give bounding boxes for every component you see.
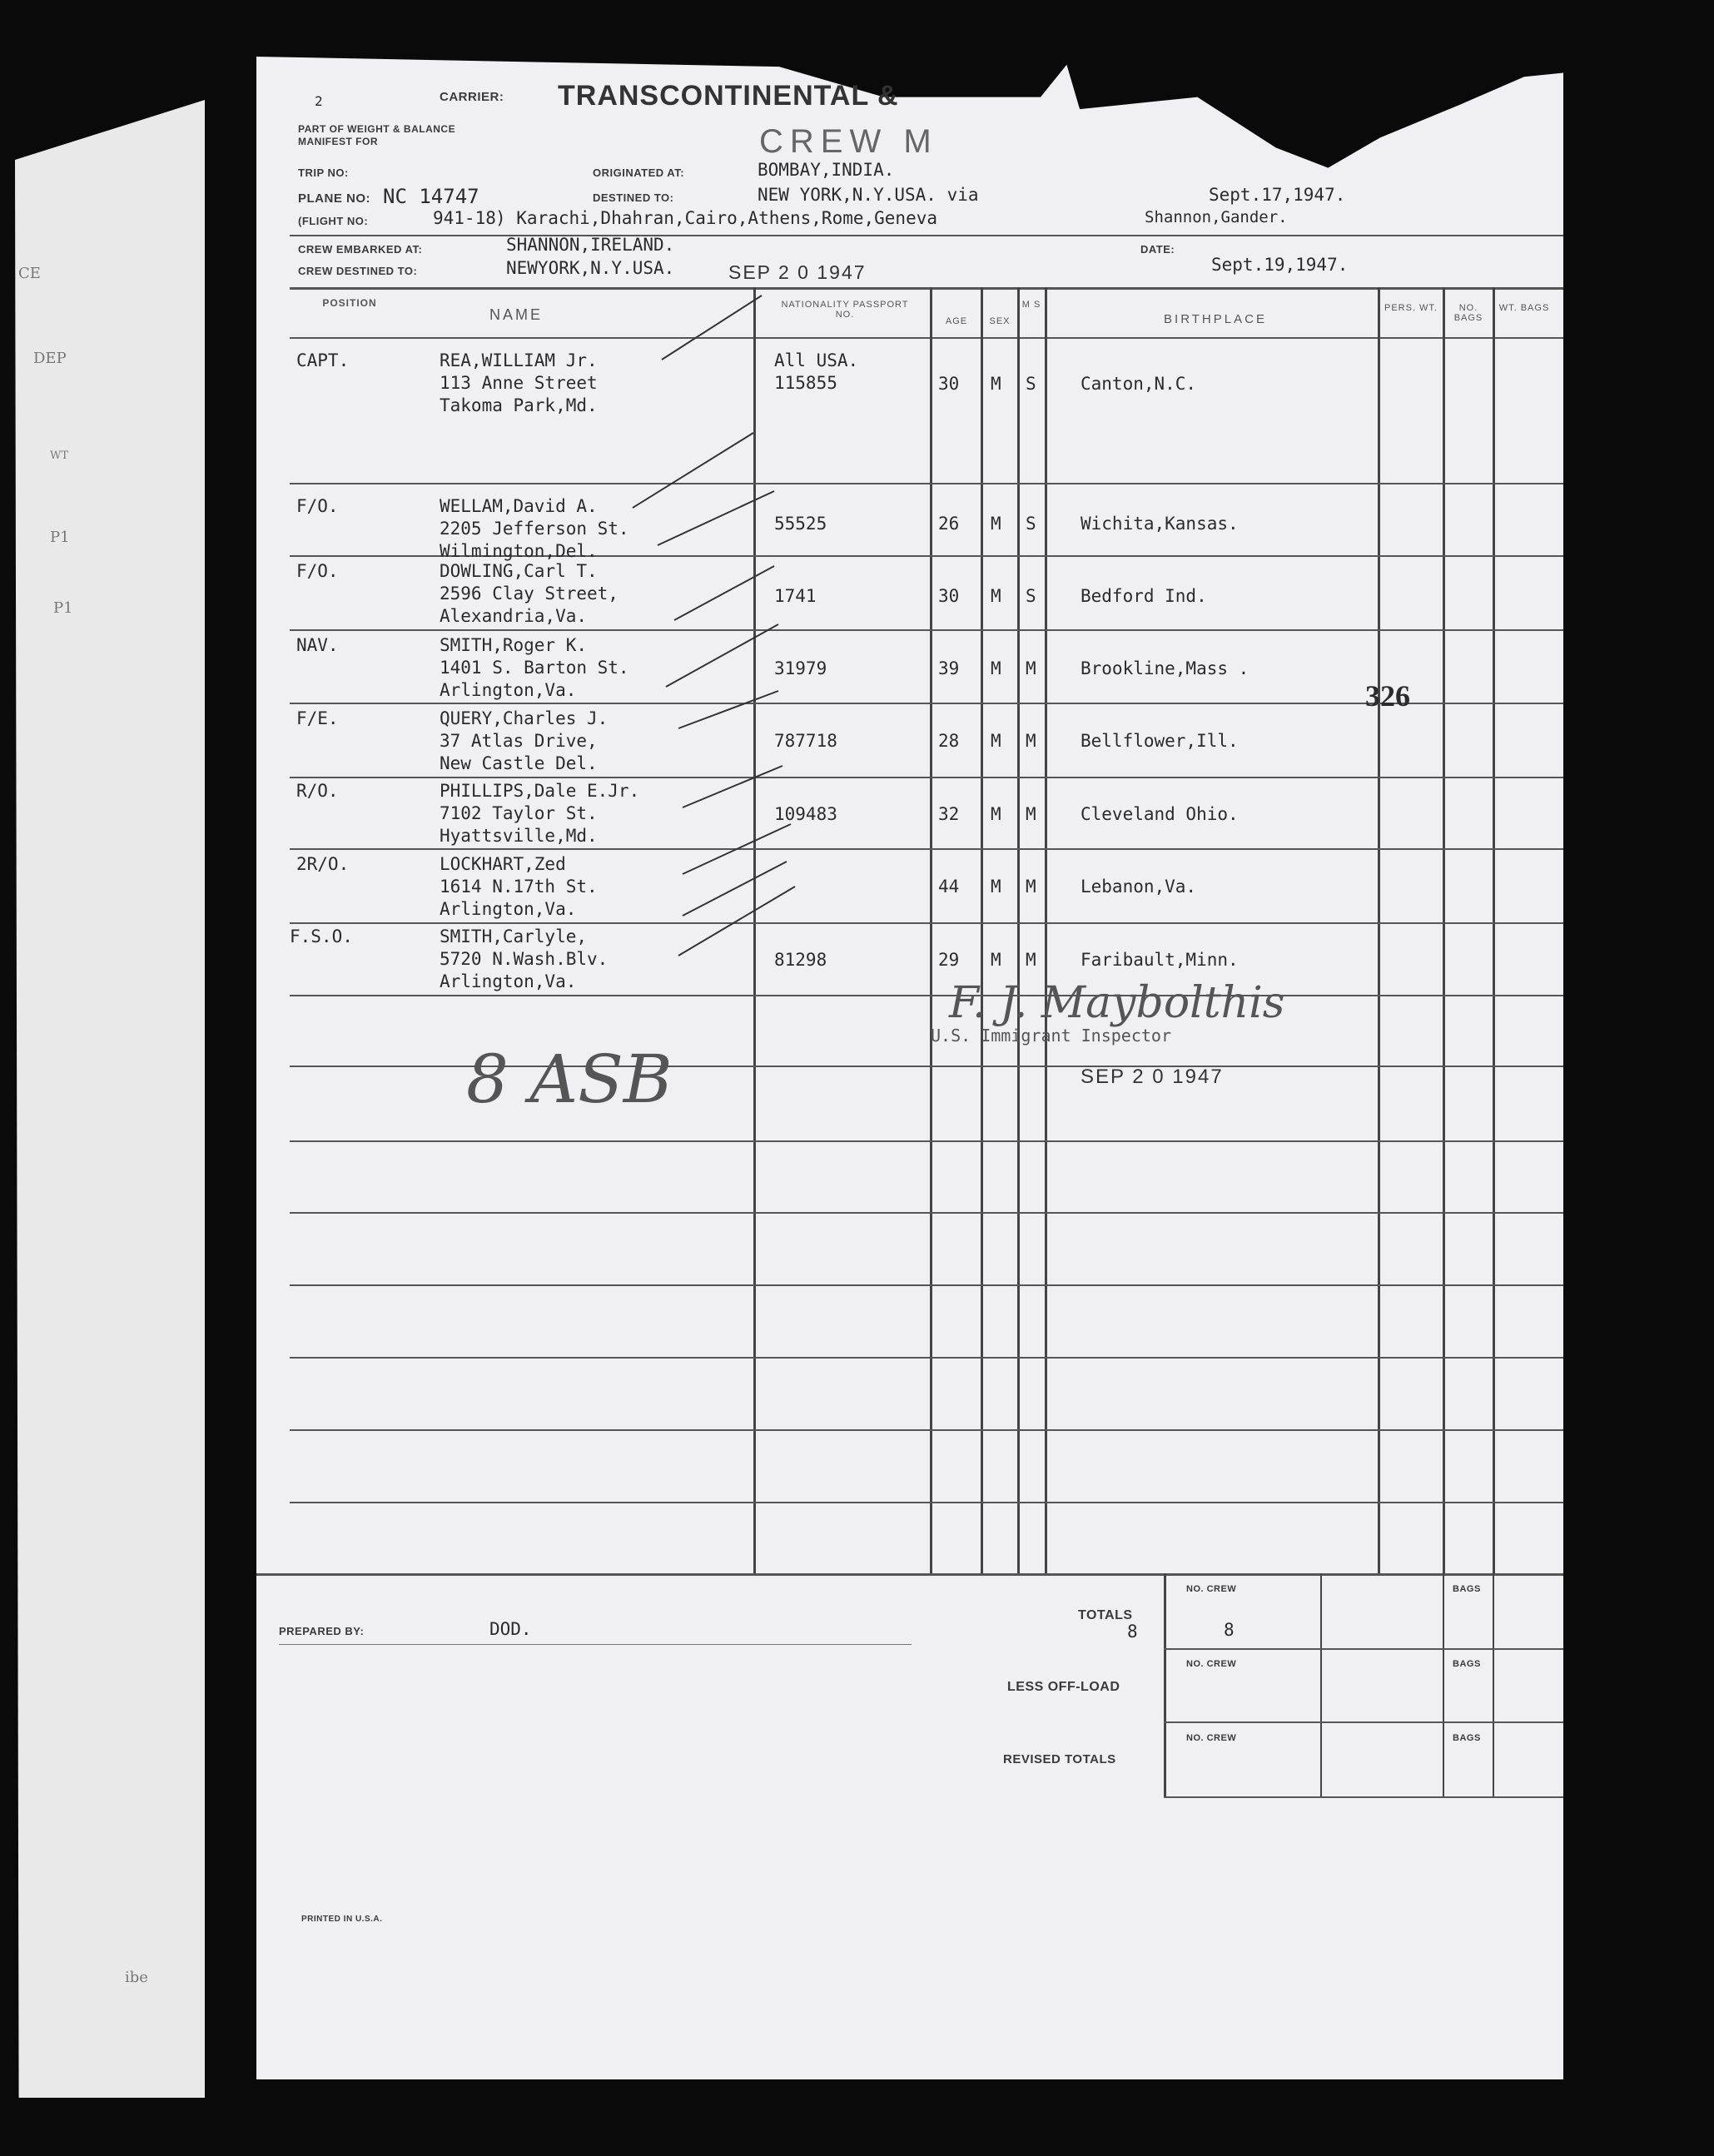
trip-label: TRIP NO: — [298, 166, 349, 179]
table-header-rule — [290, 337, 1563, 339]
flight-number: 941-18 — [433, 208, 496, 228]
col-header-age: AGE — [945, 316, 968, 326]
crew-marital: S — [1026, 514, 1036, 534]
totals-box-rule — [1164, 1648, 1563, 1650]
col-header-wt-bags: WT. BAGS — [1498, 303, 1550, 313]
crew-sex: M — [991, 514, 1001, 534]
col-header-sex: SEX — [989, 316, 1011, 326]
crew-position: NAV. — [296, 635, 339, 655]
manifest-date: Sept.19,1947. — [1211, 255, 1349, 275]
col-header-birthplace: BIRTHPLACE — [1164, 312, 1267, 326]
row-rule — [290, 995, 1563, 996]
crew-destined-label: CREW DESTINED TO: — [298, 265, 418, 277]
col-header-pers-wt: PERS. WT. — [1384, 303, 1438, 313]
crew-passport: 109483 — [774, 804, 837, 824]
crew-birthplace: Lebanon,Va. — [1081, 877, 1197, 897]
origination-date: Sept.17,1947. — [1209, 185, 1346, 205]
prepared-label: PREPARED BY: — [279, 1625, 365, 1637]
prepared-rule — [279, 1644, 912, 1645]
inspector-stamp: SEP 2 0 1947 — [1081, 1066, 1224, 1088]
strip-mark: WT — [50, 450, 69, 462]
totals-box-rule — [1164, 1721, 1563, 1723]
crew-age: 39 — [938, 658, 960, 678]
row-rule — [290, 848, 1563, 850]
crew-age: 44 — [938, 877, 960, 897]
crew-name-address: LOCKHART,Zed 1614 N.17th St. Arlington,Va. — [440, 854, 598, 919]
crew-sex: M — [991, 950, 1001, 970]
crew-marital: M — [1026, 658, 1036, 678]
crew-position: F/E. — [296, 708, 339, 728]
totals-box-left — [1164, 1573, 1166, 1798]
route-end: Shannon,Gander. — [1145, 208, 1288, 226]
crew-name-address: WELLAM,David A. 2205 Jefferson St. Wilmington,Del. — [440, 496, 629, 561]
strip-mark: P1 — [50, 529, 70, 546]
col-header-name: NAME — [489, 306, 543, 323]
crew-position: 2R/O. — [296, 854, 350, 874]
totals-box-divider — [1320, 1573, 1322, 1798]
row-rule — [290, 777, 1563, 778]
row-rule — [290, 1284, 1563, 1286]
sheet-page-number: 326 — [1365, 679, 1410, 713]
crew-position: F/O. — [296, 561, 339, 581]
crew-marital: S — [1026, 374, 1036, 394]
inspector-signature: F. J. Maybolthis — [949, 978, 1285, 1028]
crew-passport: 1741 — [774, 586, 817, 606]
crew-passport: 31979 — [774, 658, 827, 678]
crew-passport: 81298 — [774, 950, 827, 970]
crew-birthplace: Bedford Ind. — [1081, 586, 1207, 606]
crew-marital: S — [1026, 586, 1036, 606]
crew-age: 32 — [938, 804, 960, 824]
crew-destined-value: NEWYORK,N.Y.USA. — [506, 258, 675, 278]
destined-value: NEW YORK,N.Y.USA. via — [758, 185, 979, 205]
row-rule — [290, 922, 1563, 924]
revised-totals-label: REVISED TOTALS — [1003, 1752, 1116, 1766]
crew-age: 30 — [938, 586, 960, 606]
crew-age: 28 — [938, 731, 960, 751]
bags-label: BAGS — [1453, 1733, 1481, 1743]
crew-birthplace: Brookline,Mass . — [1081, 658, 1249, 678]
col-divider — [981, 287, 983, 1573]
manifest-title: CREW M — [759, 123, 938, 160]
crew-birthplace: Faribault,Minn. — [1081, 950, 1239, 970]
inspector-title: U.S. Immigrant Inspector — [931, 1026, 1171, 1046]
crew-birthplace: Wichita,Kansas. — [1081, 514, 1239, 534]
row-rule — [290, 1429, 1563, 1431]
less-offload-label: LESS OFF-LOAD — [1007, 1680, 1120, 1694]
bags-label: BAGS — [1453, 1584, 1481, 1594]
col-divider — [1045, 287, 1047, 1573]
crew-passport: All USA. 115855 — [774, 350, 859, 393]
bags-label: BAGS — [1453, 1659, 1481, 1669]
plane-label: PLANE NO: — [298, 191, 370, 206]
col-divider — [753, 287, 756, 1573]
header-rule — [290, 235, 1563, 236]
crew-name-address: PHILLIPS,Dale E.Jr. 7102 Taylor St. Hyattsville,Md. — [440, 781, 640, 846]
col-header-position: POSITION — [322, 297, 377, 309]
col-header-ms: M S — [1021, 300, 1041, 310]
no-crew-label: NO. CREW — [1186, 1733, 1237, 1743]
received-stamp: SEP 2 0 1947 — [728, 261, 867, 283]
col-divider — [930, 287, 932, 1573]
crew-sex: M — [991, 586, 1001, 606]
row-rule — [290, 1502, 1563, 1503]
strip-mark: CE — [18, 265, 41, 282]
printed-in-usa: PRINTED IN U.S.A. — [301, 1915, 383, 1924]
crew-marital: M — [1026, 804, 1036, 824]
strip-mark: DEP — [33, 350, 67, 367]
col-header-nationality: NATIONALITY PASSPORT NO. — [781, 300, 909, 320]
crew-passport: 787718 — [774, 731, 837, 751]
destined-label: DESTINED TO: — [593, 191, 674, 204]
row-rule — [290, 483, 1563, 484]
date-label: DATE: — [1140, 243, 1175, 256]
crew-marital: M — [1026, 877, 1036, 897]
part-of-label: PART OF WEIGHT & BALANCE MANIFEST FOR — [298, 123, 456, 147]
handwritten-initials: 8 ASB — [466, 1041, 673, 1118]
crew-age: 29 — [938, 950, 960, 970]
row-rule — [290, 1212, 1563, 1214]
crew-birthplace: Canton,N.C. — [1081, 374, 1197, 394]
crew-marital: M — [1026, 950, 1036, 970]
page-number-small: 2 — [315, 93, 323, 109]
row-rule — [290, 1357, 1563, 1359]
row-rule — [290, 629, 1563, 631]
crew-sex: M — [991, 374, 1001, 394]
originated-label: ORIGINATED AT: — [593, 166, 685, 179]
table-bottom-rule — [256, 1573, 1563, 1576]
col-divider — [1493, 287, 1495, 1573]
carrier-label: CARRIER: — [440, 90, 504, 104]
totals-box-divider — [1493, 1573, 1494, 1798]
adjacent-page-strip — [15, 100, 205, 2098]
embarked-label: CREW EMBARKED AT: — [298, 243, 423, 256]
col-divider — [1378, 287, 1380, 1573]
crew-position: F.S.O. — [290, 926, 353, 946]
crew-name-address: QUERY,Charles J. 37 Atlas Drive, New Castle Del. — [440, 708, 609, 773]
crew-passport: 55525 — [774, 514, 827, 534]
totals-box-divider — [1443, 1573, 1444, 1798]
strip-mark: ibe — [125, 1969, 148, 1986]
no-crew-value: 8 — [1224, 1620, 1235, 1640]
embarked-value: SHANNON,IRELAND. — [506, 235, 675, 255]
crew-sex: M — [991, 731, 1001, 751]
crew-age: 26 — [938, 514, 960, 534]
crew-sex: M — [991, 877, 1001, 897]
totals-box-rule — [1164, 1796, 1563, 1798]
prepared-by: DOD. — [489, 1619, 532, 1639]
no-crew-label: NO. CREW — [1186, 1584, 1237, 1594]
totals-label: TOTALS — [1078, 1608, 1133, 1622]
col-divider — [1443, 287, 1445, 1573]
crew-name-address: SMITH,Carlyle, 5720 N.Wash.Blv. Arlington,Va. — [440, 926, 609, 991]
route: ) Karachi,Dhahran,Cairo,Athens,Rome,Geneva — [495, 208, 938, 228]
crew-position: F/O. — [296, 496, 339, 516]
crew-name-address: DOWLING,Carl T. 2596 Clay Street, Alexandria,Va. — [440, 561, 619, 626]
crew-position: CAPT. — [296, 350, 350, 370]
no-crew-label: NO. CREW — [1186, 1659, 1237, 1669]
crew-name-address: SMITH,Roger K. 1401 S. Barton St. Arlington,Va. — [440, 635, 629, 700]
crew-marital: M — [1026, 731, 1036, 751]
crew-birthplace: Cleveland Ohio. — [1081, 804, 1239, 824]
col-divider — [1017, 287, 1020, 1573]
totals-value: 8 — [1127, 1622, 1138, 1642]
col-header-no-bags: NO. BAGS — [1453, 303, 1483, 323]
crew-sex: M — [991, 658, 1001, 678]
strip-mark: P1 — [53, 599, 73, 617]
carrier-name: TRANSCONTINENTAL & — [558, 80, 899, 112]
row-rule — [290, 1140, 1563, 1142]
crew-sex: M — [991, 804, 1001, 824]
crew-birthplace: Bellflower,Ill. — [1081, 731, 1239, 751]
crew-age: 30 — [938, 374, 960, 394]
table-top-rule — [290, 287, 1563, 290]
plane-number: NC 14747 — [383, 185, 479, 208]
crew-position: R/O. — [296, 781, 339, 801]
flight-label: (FLIGHT NO: — [298, 215, 369, 227]
crew-name-address: REA,WILLIAM Jr. 113 Anne Street Takoma Park,Md. — [440, 350, 598, 415]
originated-value: BOMBAY,INDIA. — [758, 160, 895, 180]
